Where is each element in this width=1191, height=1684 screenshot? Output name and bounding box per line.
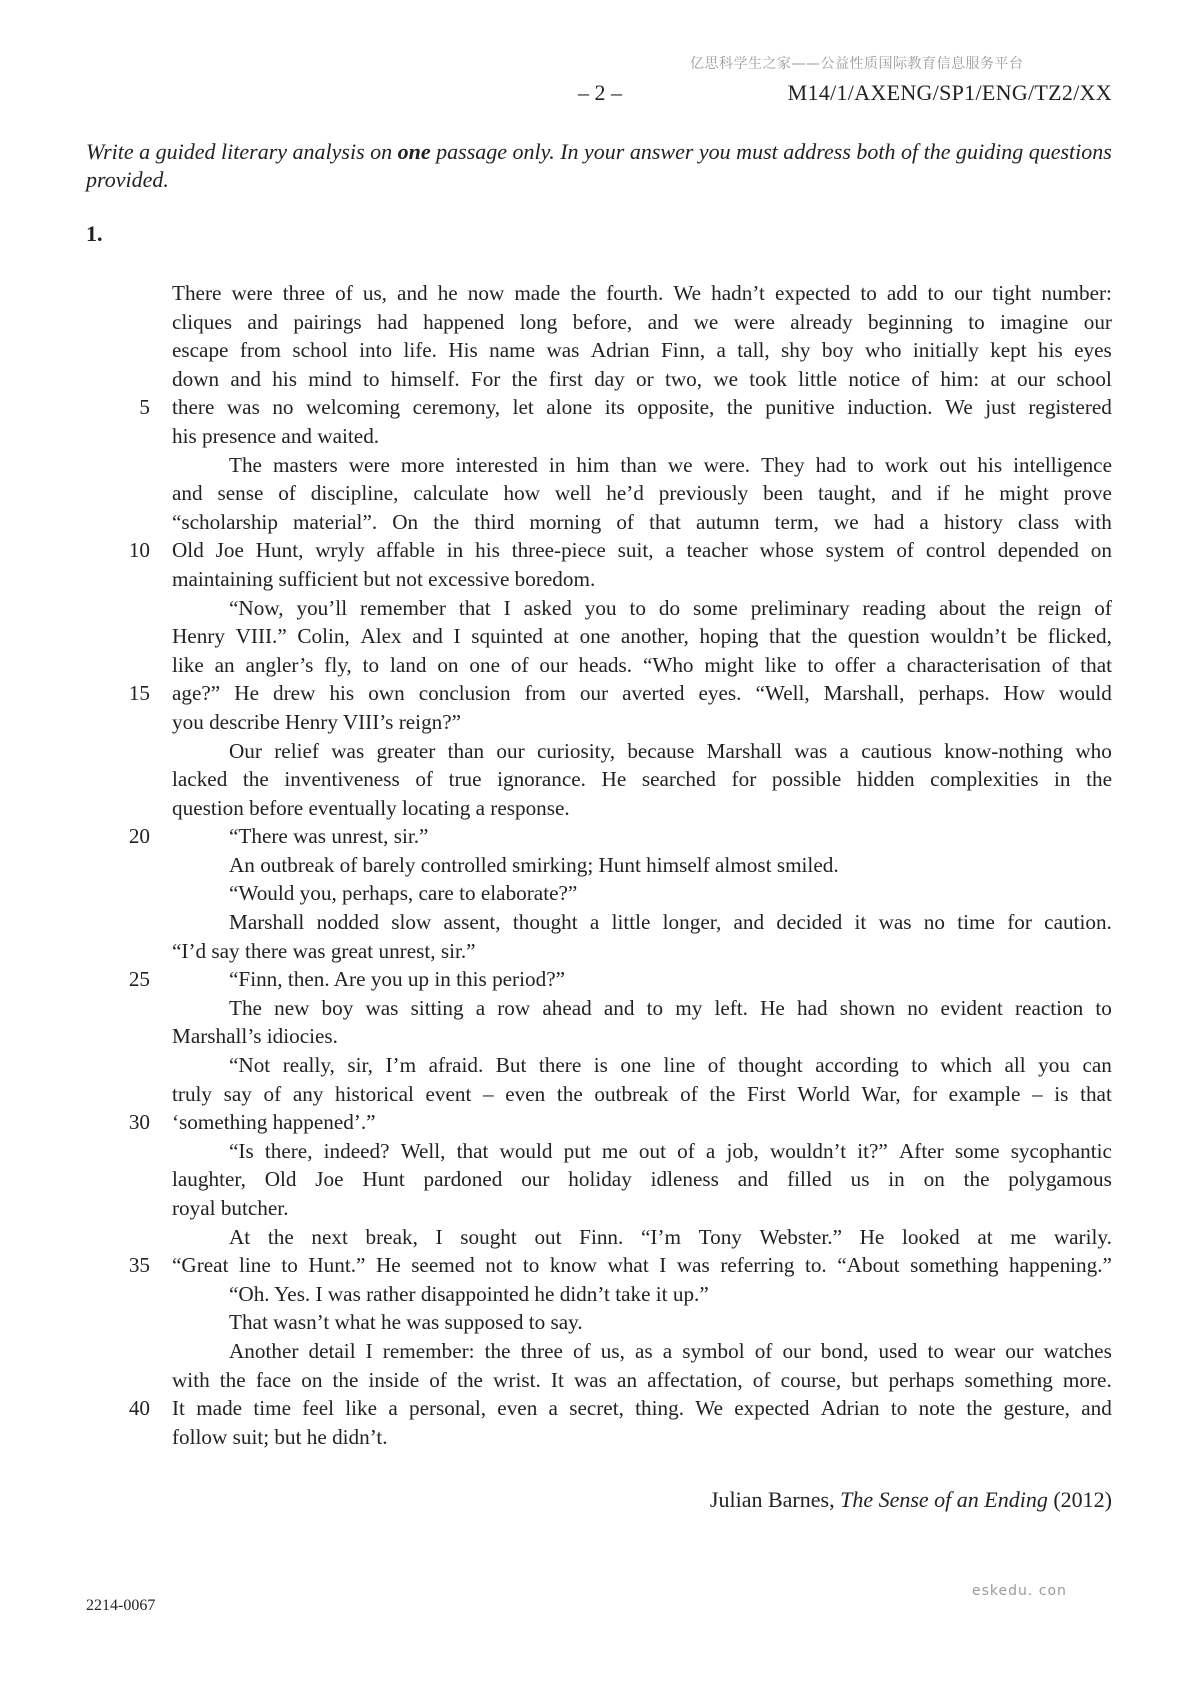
attribution-year: (2012) xyxy=(1047,1487,1112,1512)
line-number xyxy=(110,765,150,794)
passage-line: “Finn, then. Are you up in this period?” xyxy=(229,967,565,992)
line-number xyxy=(110,737,150,766)
passage-line: “Now, you’ll remember that I asked you to do some preliminary reading about the reign of xyxy=(229,595,1112,620)
passage-line: you describe Henry VIII’s reign?” xyxy=(172,709,462,734)
passage-line: “Oh. Yes. I was rather disappointed he didn’t take it up.” xyxy=(229,1281,709,1306)
line-number xyxy=(110,994,150,1023)
attribution-author: Julian Barnes, xyxy=(709,1487,841,1512)
passage-line: cliques and pairings had happened long before, and we were already beginning to imagine our xyxy=(172,309,1112,334)
line-number xyxy=(110,651,150,680)
instructions-after: passage only. In your answer you must address both of the guiding questions provided. xyxy=(86,139,1112,192)
line-number: 35 xyxy=(128,1253,150,1278)
line-number xyxy=(110,1080,150,1109)
line-number xyxy=(110,1051,150,1080)
passage-line: The masters were more interested in him than we were. They had to work out his intelligence xyxy=(229,452,1112,477)
line-number xyxy=(110,1165,150,1194)
passage-line: “I’d say there was great unrest, sir.” xyxy=(172,938,476,963)
line-number xyxy=(110,1366,150,1395)
line-number: 5 xyxy=(139,395,150,420)
passage-line: Our relief was greater than our curiosity, because Marshall was a cautious know-nothing who xyxy=(229,738,1112,763)
line-number xyxy=(110,594,150,623)
passage-line: ‘something happened’.” xyxy=(172,1110,376,1135)
line-number xyxy=(110,937,150,966)
line-number xyxy=(110,1137,150,1166)
line-number xyxy=(110,794,150,823)
passage-line: down and his mind to himself. For the first day or two, we took little notice of him: at our school xyxy=(172,366,1112,391)
passage-line: “Not really, sir, I’m afraid. But there is one line of thought according to which all you can xyxy=(229,1053,1112,1078)
line-number xyxy=(110,1308,150,1337)
line-number xyxy=(110,479,150,508)
passage-line: At the next break, I sought out Finn. “I’m Tony Webster.” He looked at me warily. xyxy=(229,1224,1112,1249)
passage-line: Old Joe Hunt, wryly affable in his three-piece suit, a teacher whose system of control depended on xyxy=(172,538,1112,563)
passage-line: It made time feel like a personal, even a secret, thing. We expected Adrian to note the gesture, and xyxy=(172,1396,1112,1421)
passage-line: Marshall nodded slow assent, thought a little longer, and decided it was no time for caution. xyxy=(229,910,1112,935)
line-number xyxy=(110,708,150,737)
passage-line: That wasn’t what he was supposed to say. xyxy=(229,1310,583,1335)
instructions-before: Write a guided literary analysis on xyxy=(86,139,398,164)
passage-line: and sense of discipline, calculate how well he’d previously been taught, and if he might prove xyxy=(172,481,1112,506)
watermark-bottom: eskedu. con xyxy=(972,1583,1067,1599)
passage-line: “Is there, indeed? Well, that would put me out of a job, wouldn’t it?” After some sycophantic xyxy=(229,1138,1112,1163)
passage-line: follow suit; but he didn’t. xyxy=(172,1424,388,1449)
passage-line: “Would you, perhaps, care to elaborate?” xyxy=(229,881,578,906)
line-number xyxy=(110,365,150,394)
page-number: – 2 – xyxy=(578,80,622,105)
line-number xyxy=(110,622,150,651)
line-number xyxy=(110,308,150,337)
passage-line: There were three of us, and he now made the fourth. We hadn’t expected to add to our tight number: xyxy=(172,281,1112,305)
line-numbers xyxy=(110,279,150,1451)
line-number xyxy=(110,451,150,480)
passage-line: laughter, Old Joe Hunt pardoned our holiday idleness and filled us in on the polygamous xyxy=(172,1167,1112,1192)
passage-line: maintaining sufficient but not excessive boredom. xyxy=(172,566,596,591)
passage-line: truly say of any historical event – even the outbreak of the First World War, for example – is that xyxy=(172,1081,1112,1106)
line-number: 20 xyxy=(128,824,150,849)
passage-line: his presence and waited. xyxy=(172,423,380,448)
passage-line: question before eventually locating a response. xyxy=(172,795,570,820)
line-number xyxy=(110,422,150,451)
line-number xyxy=(110,279,150,308)
exam-code: M14/1/AXENG/SP1/ENG/TZ2/XX xyxy=(787,80,1112,105)
line-number xyxy=(110,879,150,908)
line-number xyxy=(110,508,150,537)
passage-line: with the face on the inside of the wrist. It was an affectation, of course, but perhaps something more. xyxy=(172,1367,1112,1392)
passage-line: “scholarship material”. On the third morning of that autumn term, we had a history class with xyxy=(172,509,1112,534)
instructions-emphasis: one xyxy=(397,139,431,164)
passage-line: Henry VIII.” Colin, Alex and I squinted at one another, hoping that the question wouldn’t be flicked, xyxy=(172,624,1112,649)
line-number xyxy=(110,908,150,937)
line-number xyxy=(110,1194,150,1223)
passage-line: Marshall’s idiocies. xyxy=(172,1024,338,1049)
line-number xyxy=(110,336,150,365)
line-number: 25 xyxy=(128,967,150,992)
line-number xyxy=(110,565,150,594)
watermark-top: 亿思科学生之家——公益性质国际教育信息服务平台 xyxy=(690,56,1024,72)
line-number xyxy=(110,1223,150,1252)
instructions xyxy=(86,138,1112,194)
footer-code: 2214-0067 xyxy=(86,1597,156,1614)
passage-line: The new boy was sitting a row ahead and to my left. He had shown no evident reaction to xyxy=(229,995,1112,1020)
passage-line: escape from school into life. His name was Adrian Finn, a tall, shy boy who initially kept his eyes xyxy=(172,338,1112,363)
line-number: 30 xyxy=(128,1110,150,1135)
passage-line: like an angler’s fly, to land on one of our heads. “Who might like to offer a characterisation of that xyxy=(172,652,1112,677)
passage-line: lacked the inventiveness of true ignorance. He searched for possible hidden complexities in the xyxy=(172,767,1112,792)
passage-line: royal butcher. xyxy=(172,1196,289,1220)
line-number xyxy=(110,1337,150,1366)
passage-line: An outbreak of barely controlled smirking; Hunt himself almost smiled. xyxy=(229,852,839,877)
passage-line: Another detail I remember: the three of us, as a symbol of our bond, used to wear our watches xyxy=(229,1338,1112,1363)
attribution xyxy=(710,1487,1112,1513)
question-number: 1. xyxy=(86,221,103,246)
line-number: 10 xyxy=(128,538,150,563)
line-number xyxy=(110,1022,150,1051)
line-number xyxy=(110,1423,150,1452)
line-number: 40 xyxy=(128,1396,150,1421)
passage-line: “Great line to Hunt.” He seemed not to know what I was referring to. “About something happening.” xyxy=(172,1253,1112,1278)
passage-line: “There was unrest, sir.” xyxy=(229,824,429,849)
attribution-title: The Sense of an Ending xyxy=(840,1487,1048,1512)
line-number: 15 xyxy=(128,681,150,706)
passage-line: there was no welcoming ceremony, let alone its opposite, the punitive induction. We just registered xyxy=(172,395,1112,420)
passage-line: age?” He drew his own conclusion from our averted eyes. “Well, Marshall, perhaps. How would xyxy=(172,681,1112,706)
passage xyxy=(172,279,1112,1451)
line-number xyxy=(110,1280,150,1309)
line-number xyxy=(110,851,150,880)
